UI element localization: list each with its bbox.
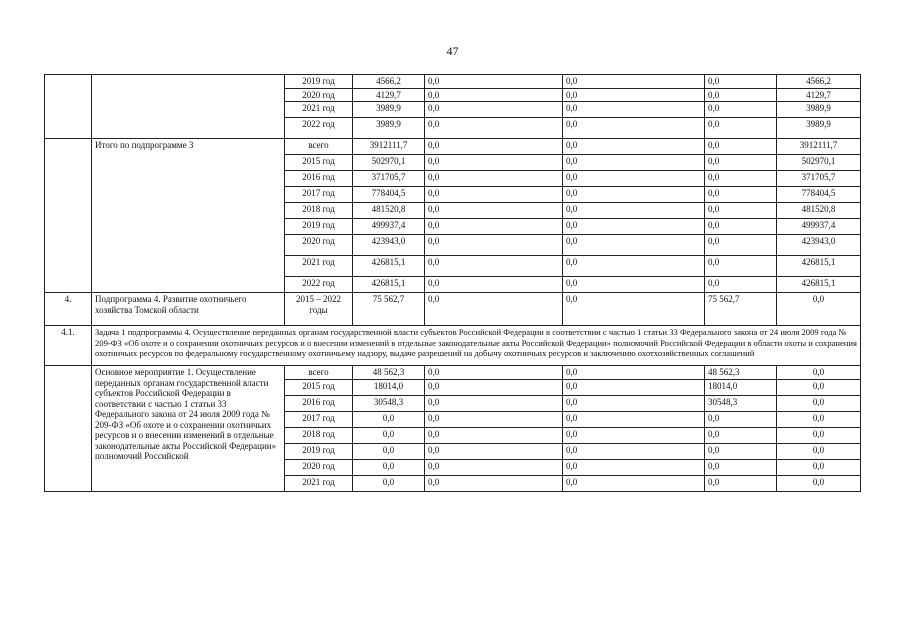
year-cell: 2020 год: [285, 459, 353, 475]
year-cell: 2018 год: [285, 427, 353, 443]
value-total: 18014,0: [353, 379, 425, 395]
value-total: 3989,9: [353, 118, 425, 139]
value-total: 0,0: [353, 443, 425, 459]
value-federal: 0,0: [425, 75, 563, 89]
value-other: 0,0: [777, 379, 861, 395]
table-row: [45, 366, 861, 380]
value-other: 3989,9: [777, 102, 861, 118]
value-other: 502970,1: [777, 155, 861, 171]
value-other: 3912111,7: [777, 139, 861, 155]
value-regional: 0,0: [563, 187, 705, 203]
value-federal: 0,0: [425, 395, 563, 411]
value-local: 0,0: [705, 88, 777, 102]
value-total: 30548,3: [353, 395, 425, 411]
task-description: Задача 1 подпрограммы 4. Осуществление переданных органам государственной власти субъектов Российской Федерации в соответствии с частью 1 статьи 33 Федерального закона от 24 июля 2009 года № 209-ФЗ «Об охоте и о сохранении охотничьих ресурсов и о внесении изменений в отдельные законодательные акты Российской Федерации» полномочий Российской Федерации в области охоты и сохранения охотничьих ресурсов по федеральному государственному охотничьему надзору, выдаче разрешений на добычу охотничьих ресурсов и заключению охотхозяйственных соглашений: [92, 326, 861, 366]
value-regional: 0,0: [563, 219, 705, 235]
value-total: 371705,7: [353, 171, 425, 187]
value-regional: 0,0: [563, 366, 705, 380]
value-local: 0,0: [705, 102, 777, 118]
value-total: 0,0: [353, 459, 425, 475]
subprogram-3-total-label: Итого по подпрограмме 3: [92, 139, 285, 293]
value-other: 499937,4: [777, 219, 861, 235]
value-other: 426815,1: [777, 256, 861, 277]
value-other: 4129,7: [777, 88, 861, 102]
value-other: 0,0: [777, 443, 861, 459]
value-total: 499937,4: [353, 219, 425, 235]
row-number: 4.1.: [45, 326, 92, 366]
budget-table: [44, 74, 861, 492]
value-federal: 0,0: [425, 88, 563, 102]
value-local: 0,0: [705, 171, 777, 187]
value-total: 75 562,7: [353, 293, 425, 326]
year-cell: 2017 год: [285, 187, 353, 203]
year-cell: 2019 год: [285, 219, 353, 235]
page-number: 47: [446, 44, 459, 58]
table-row: [45, 75, 861, 89]
value-local: 0,0: [705, 256, 777, 277]
value-regional: 0,0: [563, 118, 705, 139]
value-federal: 0,0: [425, 171, 563, 187]
value-local: 0,0: [705, 427, 777, 443]
value-regional: 0,0: [563, 102, 705, 118]
value-total: 3989,9: [353, 102, 425, 118]
value-other: 0,0: [777, 366, 861, 380]
value-local: 30548,3: [705, 395, 777, 411]
value-regional: 0,0: [563, 277, 705, 293]
value-federal: 0,0: [425, 411, 563, 427]
year-cell: 2018 год: [285, 203, 353, 219]
value-other: 778404,5: [777, 187, 861, 203]
value-federal: 0,0: [425, 139, 563, 155]
value-regional: 0,0: [563, 427, 705, 443]
value-federal: 0,0: [425, 427, 563, 443]
value-local: 0,0: [705, 277, 777, 293]
value-regional: 0,0: [563, 235, 705, 256]
value-federal: 0,0: [425, 475, 563, 491]
value-regional: 0,0: [563, 459, 705, 475]
value-total: 4129,7: [353, 88, 425, 102]
value-regional: 0,0: [563, 443, 705, 459]
year-cell: 2019 год: [285, 75, 353, 89]
value-other: 3989,9: [777, 118, 861, 139]
value-federal: 0,0: [425, 187, 563, 203]
value-other: 4566,2: [777, 75, 861, 89]
value-federal: 0,0: [425, 102, 563, 118]
value-regional: 0,0: [563, 379, 705, 395]
year-cell: 2015 год: [285, 379, 353, 395]
value-total: 502970,1: [353, 155, 425, 171]
value-total: 0,0: [353, 475, 425, 491]
year-cell: 2020 год: [285, 235, 353, 256]
value-local: 0,0: [705, 118, 777, 139]
main-activity-label: Основное мероприятие 1. Осуществление переданных органам государственной власти субъектов Российской Федерации в соответствии с частью 1 статьи 33 Федерального закона от 24 июля 2009 года № 209-ФЗ «Об охоте и о сохранении охотничьих ресурсов и о внесении изменений в отдельные законодательные акты Российской Федерации» полномочий Российской: [92, 366, 285, 492]
year-cell: 2015 – 2022 годы: [285, 293, 353, 326]
value-federal: 0,0: [425, 277, 563, 293]
value-total: 48 562,3: [353, 366, 425, 380]
table-row: [45, 139, 861, 155]
value-local: 75 562,7: [705, 293, 777, 326]
year-cell: 2019 год: [285, 443, 353, 459]
value-local: 18014,0: [705, 379, 777, 395]
value-total: 778404,5: [353, 187, 425, 203]
year-cell: 2022 год: [285, 277, 353, 293]
row-number: 4.: [45, 293, 92, 326]
value-federal: 0,0: [425, 219, 563, 235]
value-other: 371705,7: [777, 171, 861, 187]
value-other: 481520,8: [777, 203, 861, 219]
value-federal: 0,0: [425, 256, 563, 277]
value-total: 4566,2: [353, 75, 425, 89]
value-regional: 0,0: [563, 411, 705, 427]
number-cell: [45, 366, 92, 492]
value-other: 423943,0: [777, 235, 861, 256]
value-regional: 0,0: [563, 155, 705, 171]
value-regional: 0,0: [563, 203, 705, 219]
value-federal: 0,0: [425, 293, 563, 326]
value-regional: 0,0: [563, 171, 705, 187]
subprogram-4-label: Подпрограмма 4. Развитие охотничьего хозяйства Томской области: [92, 293, 285, 326]
value-total: 426815,1: [353, 277, 425, 293]
value-federal: 0,0: [425, 118, 563, 139]
value-local: 0,0: [705, 475, 777, 491]
value-regional: 0,0: [563, 88, 705, 102]
table-row: [45, 326, 861, 366]
year-cell: 2016 год: [285, 395, 353, 411]
year-cell: 2015 год: [285, 155, 353, 171]
value-federal: 0,0: [425, 155, 563, 171]
value-other: 0,0: [777, 411, 861, 427]
value-other: 0,0: [777, 293, 861, 326]
year-cell: 2021 год: [285, 475, 353, 491]
year-cell: 2016 год: [285, 171, 353, 187]
value-other: 0,0: [777, 475, 861, 491]
value-regional: 0,0: [563, 395, 705, 411]
table-row: [45, 293, 861, 326]
year-cell: всего: [285, 139, 353, 155]
value-local: 0,0: [705, 187, 777, 203]
value-federal: 0,0: [425, 203, 563, 219]
value-regional: 0,0: [563, 475, 705, 491]
value-other: 0,0: [777, 459, 861, 475]
value-local: 0,0: [705, 411, 777, 427]
value-other: 426815,1: [777, 277, 861, 293]
value-total: 423943,0: [353, 235, 425, 256]
value-total: 0,0: [353, 411, 425, 427]
value-local: 0,0: [705, 443, 777, 459]
number-cell: [45, 75, 92, 139]
value-regional: 0,0: [563, 293, 705, 326]
value-local: 0,0: [705, 219, 777, 235]
value-local: 0,0: [705, 139, 777, 155]
year-cell: 2022 год: [285, 118, 353, 139]
value-federal: 0,0: [425, 443, 563, 459]
value-other: 0,0: [777, 427, 861, 443]
value-local: 48 562,3: [705, 366, 777, 380]
label-cell: [92, 75, 285, 139]
year-cell: 2017 год: [285, 411, 353, 427]
value-federal: 0,0: [425, 366, 563, 380]
value-regional: 0,0: [563, 139, 705, 155]
value-total: 426815,1: [353, 256, 425, 277]
year-cell: всего: [285, 366, 353, 380]
value-local: 0,0: [705, 235, 777, 256]
value-local: 0,0: [705, 203, 777, 219]
value-total: 3912111,7: [353, 139, 425, 155]
value-local: 0,0: [705, 75, 777, 89]
value-other: 0,0: [777, 395, 861, 411]
year-cell: 2020 год: [285, 88, 353, 102]
year-cell: 2021 год: [285, 256, 353, 277]
value-local: 0,0: [705, 459, 777, 475]
value-total: 0,0: [353, 427, 425, 443]
year-cell: 2021 год: [285, 102, 353, 118]
number-cell: [45, 139, 92, 293]
value-federal: 0,0: [425, 379, 563, 395]
value-total: 481520,8: [353, 203, 425, 219]
value-federal: 0,0: [425, 235, 563, 256]
value-regional: 0,0: [563, 256, 705, 277]
value-federal: 0,0: [425, 459, 563, 475]
value-local: 0,0: [705, 155, 777, 171]
value-regional: 0,0: [563, 75, 705, 89]
